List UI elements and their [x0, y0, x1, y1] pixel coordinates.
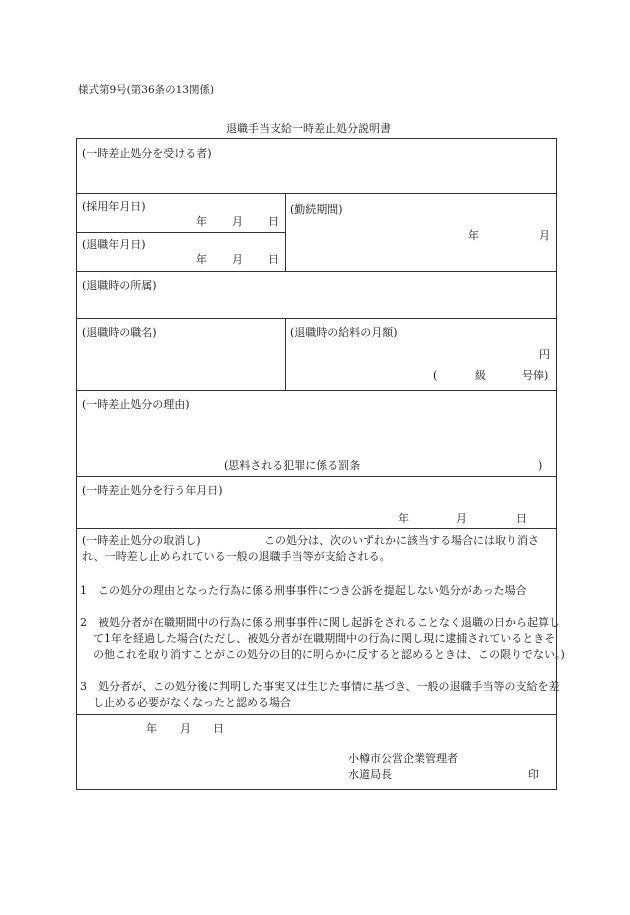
service-period-label: (勤続期間) [290, 203, 343, 216]
decision-day-unit: 日 [516, 512, 527, 525]
column-divider [285, 193, 286, 271]
issuer-organization: 小樽市公営企業管理者 [348, 752, 458, 765]
retire-day-unit: 日 [268, 253, 279, 266]
cancellation-intro-line2: れ、一時差し止められている一般の退職手当等が支給される。 [82, 550, 391, 563]
salary-label: (退職時の給料の月額) [290, 326, 398, 339]
recipient-label: (一時差止処分を受ける者) [82, 147, 212, 160]
retire-year-unit: 年 [196, 253, 207, 266]
retire-date-label: (退職年月日) [82, 238, 146, 251]
hire-day-unit: 日 [268, 215, 279, 228]
row-divider [76, 232, 285, 233]
penalty-clause-close: ) [538, 459, 543, 472]
penalty-clause-label: (思料される犯罪に係る罰条 [224, 459, 361, 472]
department-label: (退職時の所属) [82, 279, 157, 292]
hire-year-unit: 年 [196, 215, 207, 228]
form-number: 様式第9号(第36条の13関係) [78, 84, 215, 96]
salary-step-unit: 号俸) [522, 369, 549, 382]
position-label: (退職時の職名) [82, 326, 157, 339]
document-title: 退職手当支給一時差止処分説明書 [226, 122, 391, 135]
service-year-unit: 年 [468, 229, 479, 242]
row-divider [76, 271, 557, 272]
issuer-title: 水道局長 [348, 768, 392, 781]
cancellation-item-2: 2 被処分者が在職期間中の行為に係る刑事事件に関し起訴をされることなく退職の日から起算して1年を経過した場合(ただし、被処分者が在職期間中の行為に関し現に逮捕されているときその他これを取り消すことがこの処分の目的に明らかに反すると認めるときは、この限りでない。) [80, 616, 565, 661]
reason-label: (一時差止処分の理由) [82, 398, 190, 411]
salary-yen-unit: 円 [539, 348, 550, 361]
issue-month-unit: 月 [180, 722, 191, 735]
decision-date-label: (一時差止処分を行う年月日) [82, 484, 223, 497]
row-divider [76, 528, 557, 529]
decision-year-unit: 年 [398, 512, 409, 525]
issue-day-unit: 日 [213, 722, 224, 735]
issue-year-unit: 年 [146, 722, 157, 735]
row-divider [76, 476, 557, 477]
seal-mark: 印 [528, 768, 539, 781]
decision-month-unit: 月 [456, 512, 467, 525]
cancellation-item-3: 3 処分者が、この処分後に判明した事実又は生じた事情に基づき、一般の退職手当等の支給を差し止める必要がなくなったと認める場合 [80, 680, 560, 709]
hire-month-unit: 月 [232, 215, 243, 228]
cancellation-item-1: 1 この処分の理由となった行為に係る刑事事件につき公訴を提起しない処分があった場合 [80, 584, 527, 597]
cancellation-label: (一時差止処分の取消し) [82, 534, 201, 547]
hire-date-label: (採用年月日) [82, 200, 146, 213]
column-divider [285, 318, 286, 390]
row-divider [76, 390, 557, 391]
service-month-unit: 月 [539, 229, 550, 242]
row-divider [76, 714, 557, 715]
cancellation-intro-line1: この処分は、次のいずれかに該当する場合には取り消さ [264, 534, 539, 547]
salary-paren-open: ( [433, 369, 438, 382]
salary-grade-unit: 級 [475, 369, 486, 382]
row-divider [76, 318, 557, 319]
retire-month-unit: 月 [232, 253, 243, 266]
row-divider [76, 193, 557, 194]
